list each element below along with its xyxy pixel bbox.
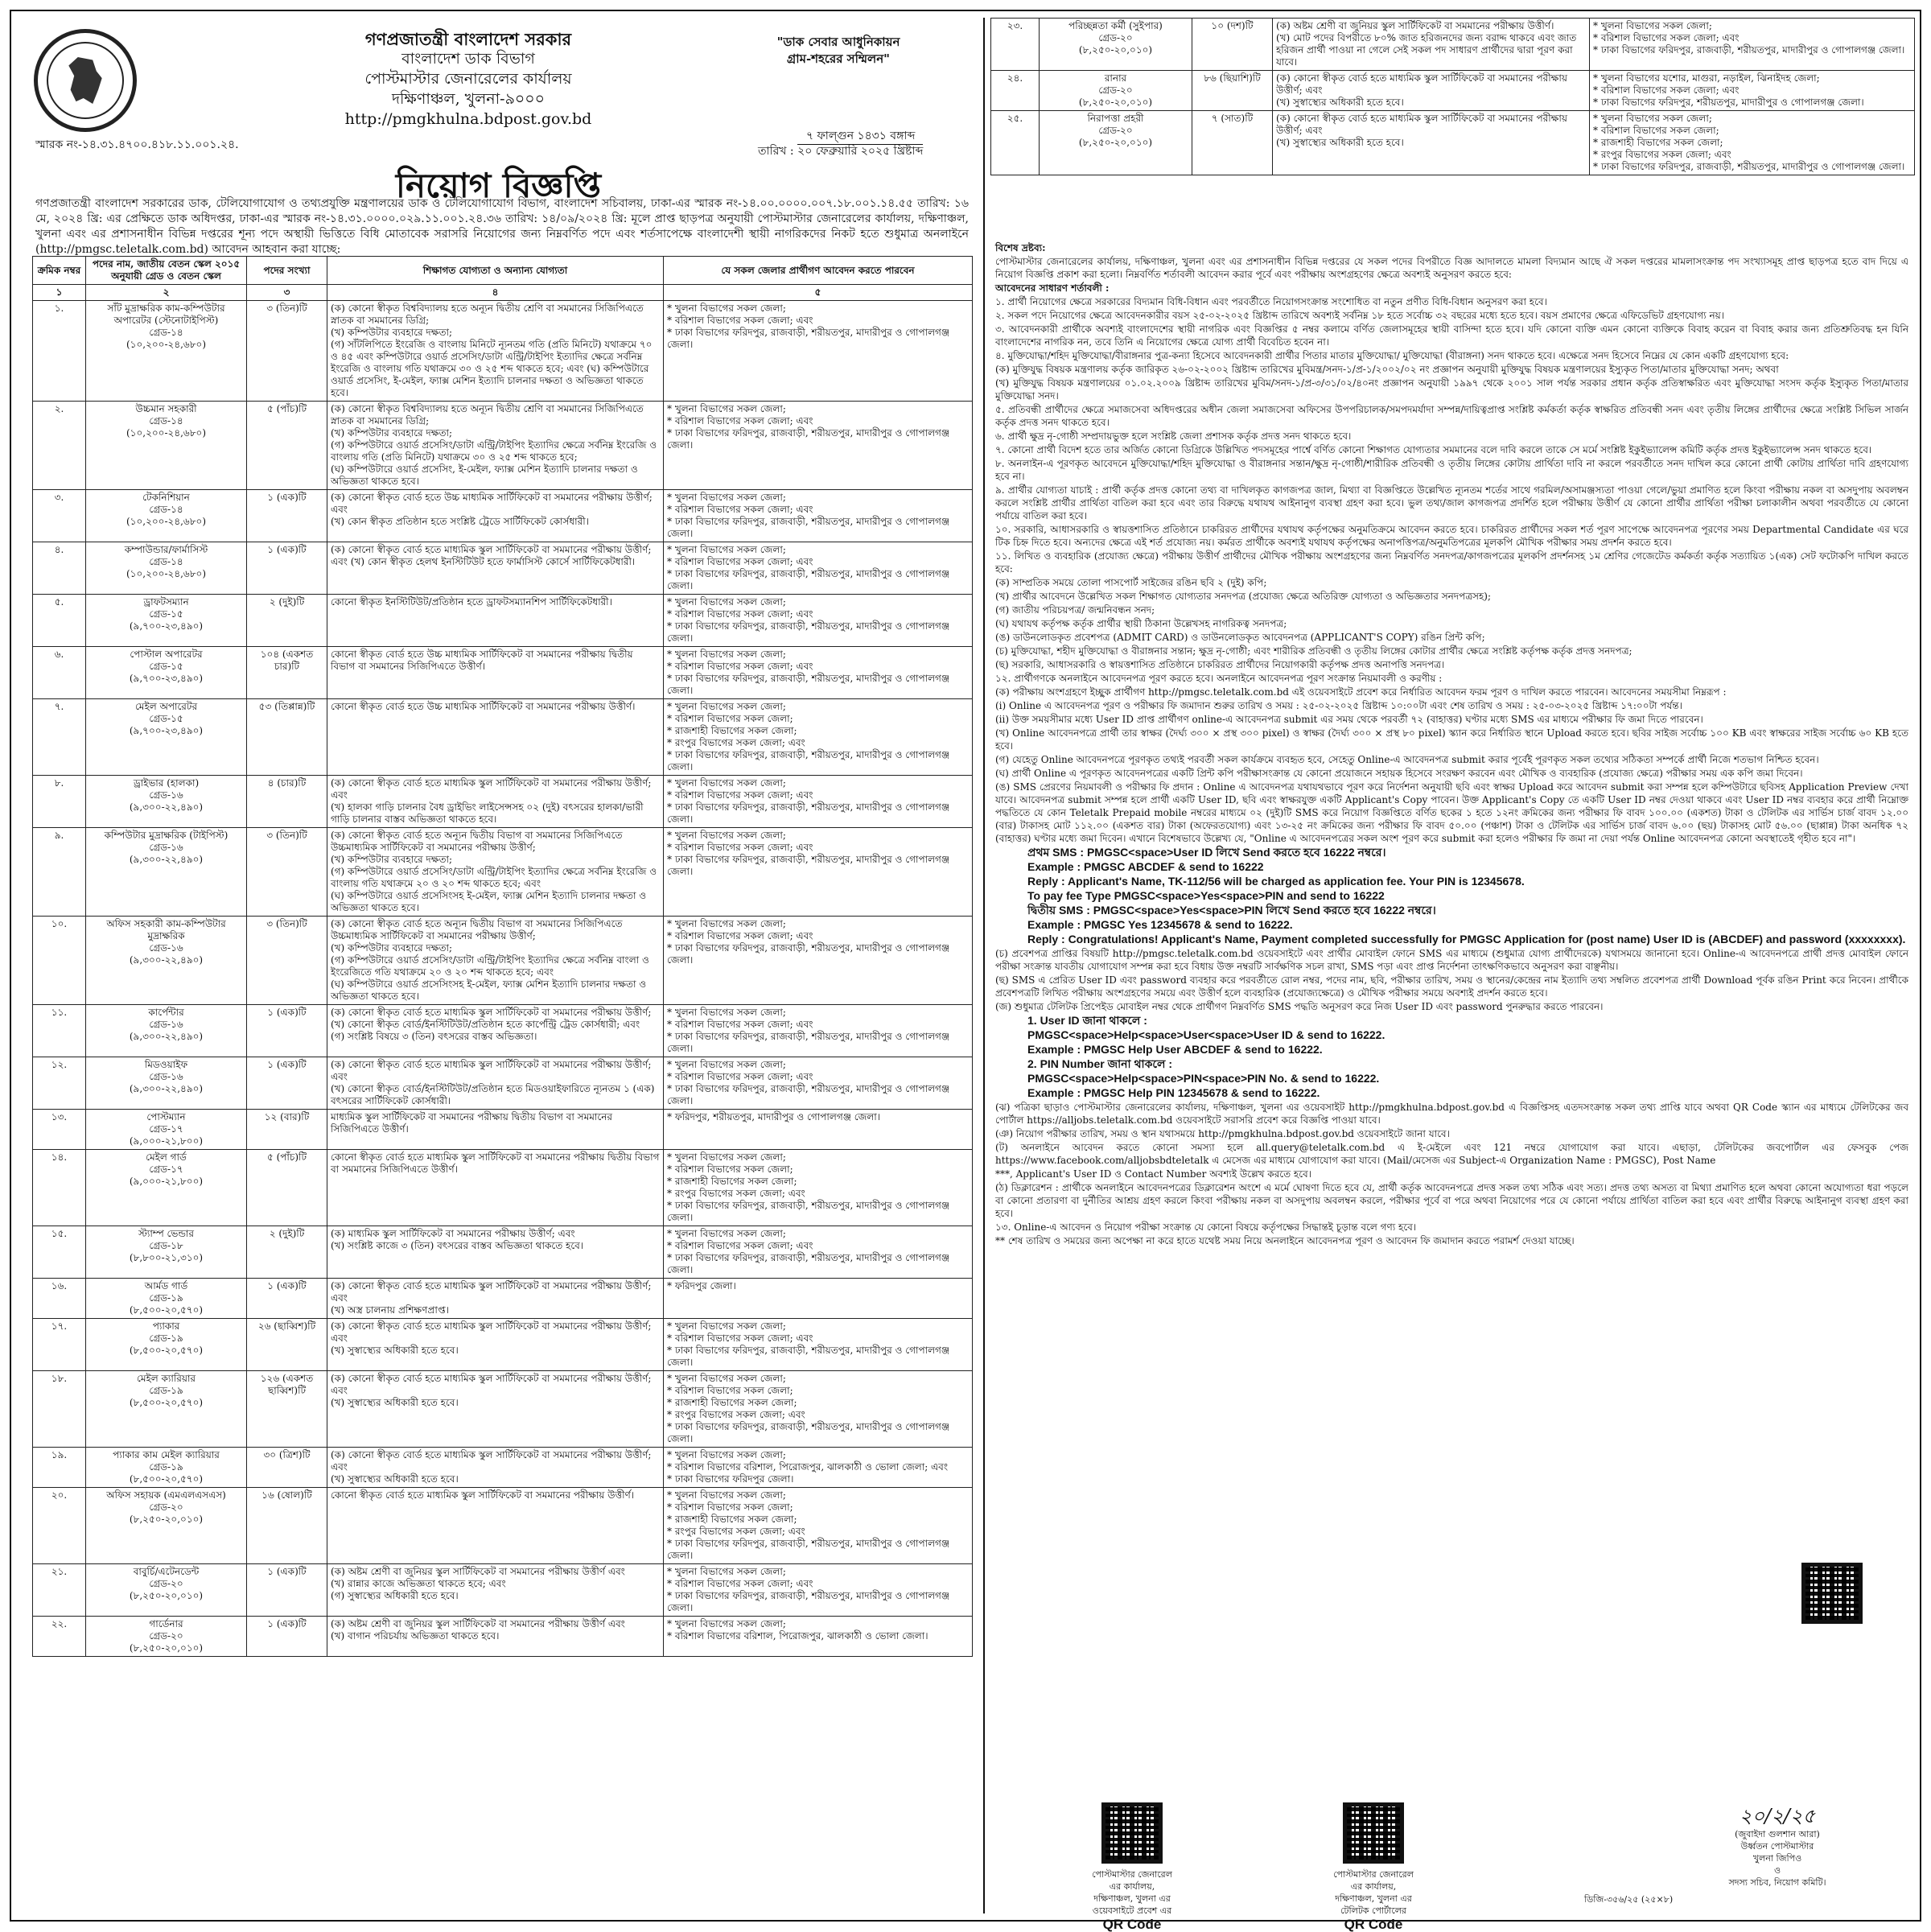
row-serial: ১৩.: [33, 1110, 86, 1150]
condition-item: (ঘ) প্রার্থী Online এ পূরণকৃত আবেদনপত্রের একটি প্রিন্ট কপি পরীক্ষাসংক্রান্ত যে কোনো প্রয়োজনে সহায়ক হিসেবে সংরক্ষণ করবেন এবং মৌখিক ও ব্যবহারিক (প্রযোজ্য ক্ষেত্রে) পরীক্ষার সময় এক কপি জমা দিবেন।: [995, 768, 1803, 779]
row-serial: ২৩.: [991, 19, 1040, 71]
row-districts: * খুলনা বিভাগের সকল জেলা; * বরিশাল বিভাগের সকল জেলা; এবং * ঢাকা বিভাগের ফরিদপুর, রাজবাড়ী, শরীয়তপুর, মাদারীপুর ও গোপালগঞ্জ জেলা।: [664, 1226, 973, 1279]
row-serial: ২৪.: [991, 71, 1040, 111]
signatory-designation: উর্ধ্বতন পোস্টমাস্টার খুলনা জিপিও ও সদস্য সচিব, নিয়োগ কমিটি।: [1728, 1841, 1826, 1888]
qr-code-side[interactable]: [1801, 1563, 1863, 1624]
table-row: [33, 828, 973, 917]
row-qualification: (ক) কোনো স্বীকৃত বোর্ড হতে মাধ্যমিক স্কুল সার্টিফিকেট বা সমমানের পরীক্ষায় উত্তীর্ণ; (খ) কোনো স্বীকৃত বোর্ড/ইনস্টিটিউট/প্রতিষ্ঠান হতে কার্পেন্ট্রি ট্রেড কোর্সধারী; এবং (গ) সংশ্লিষ্ট বিষয়ে ৩ (তিন) বৎসরের বাস্তব অভিজ্ঞতা।: [327, 1005, 664, 1057]
condition-item: (খ) Online আবেদনপত্রে প্রার্থী তার স্বাক্ষর (দৈর্ঘ্য ৩০০ × প্রস্থ ৩০০ pixel) ও স্বাক্ষর (দৈর্ঘ্য ৩০০ × প্রস্থ ৮০ pixel) স্ক্যান করে নির্ধারিত স্থানে Upload করতে হবে। ছবির সাইজ সর্বোচ্চ ১০০ KB এবং স্বাক্ষরের সাইজ সর্বোচ্চ ৬০ KB হতে হবে।: [995, 727, 1908, 752]
row-districts: * খুলনা বিভাগের সকল জেলা; * বরিশাল বিভাগের সকল জেলা; এবং * ঢাকা বিভাগের ফরিদপুর, রাজবাড়ী, শরীয়তপুর, মাদারীপুর ও গোপালগঞ্জ জেলা।: [664, 1005, 973, 1057]
row-count: ৫ (পাঁচ)টি: [247, 1150, 327, 1226]
row-qualification: (ক) অষ্টম শ্রেণী বা জুনিয়র স্কুল সার্টিফিকেট বা সমমানের পরীক্ষায় উত্তীর্ণ এবং (খ) বাগান পরিচর্যায় অভিজ্ঞতা থাকতে হবে।: [327, 1617, 664, 1657]
row-qualification: কোনো স্বীকৃত বোর্ড হতে উচ্চ মাধ্যমিক সার্টিফিকেট বা সমমানের পরীক্ষায় দ্বিতীয় বিভাগ বা সমমানের সিজিপিএতে উত্তীর্ণ।: [327, 647, 664, 699]
row-count: ১ (এক)টি: [247, 1564, 327, 1617]
office-name: পোস্টমাস্টার জেনারেলের কার্যালয়: [364, 70, 572, 88]
row-qualification: (ক) অষ্টম শ্রেণী বা জুনিয়র স্কুল সার্টিফিকেট বা সমমানের পরীক্ষায় উত্তীর্ণ। (খ) মোট পদের বিপরীতে ৮০% জাত হরিজনদের জন্য বরাদ্দ থাকবে এবং জাত হরিজন প্রার্থী পাওয়া না গেলে সেই সকল পদ সাধারণ প্রার্থীদের দ্বারা পূরণ করা যাবে।: [1273, 19, 1590, 71]
row-districts: * খুলনা বিভাগের সকল জেলা; * বরিশাল বিভাগের সকল জেলা; এবং * ঢাকা বিভাগের ফরিদপুর, রাজবাড়ী, শরীয়তপুর, মাদারীপুর ও গোপালগঞ্জ জেলা।: [664, 301, 973, 402]
qr-title: QR Code: [1344, 1917, 1403, 1932]
row-count: ১ (এক)টি: [247, 1057, 327, 1110]
condition-item: ৬. প্রার্থী ক্ষুদ্র নৃ-গোষ্ঠী সম্প্রদায়ভুক্ত হলে সংশ্লিষ্ট জেলা প্রশাসক কর্তৃক প্রদত্ত সনদ থাকতে হবে।: [995, 430, 1352, 442]
row-post: মেইল অপারেটর গ্রেড-১৫ (৯,৭০০-২৩,৪৯০): [86, 699, 247, 776]
col-count: পদের সংখ্যা: [247, 257, 327, 285]
slogan: "ডাক সেবার আধুনিকায়ন গ্রাম-শহরের সম্মিলন": [776, 35, 900, 66]
row-count: ২ (দুই)টি: [247, 1226, 327, 1279]
row-districts: * খুলনা বিভাগের যশোর, মাগুরা, নড়াইল, ঝিনাইদহ জেলা; * বরিশাল বিভাগের সকল জেলা; এবং * ঢাকা বিভাগের ফরিদপুর, শরীয়তপুর, মাদারীপুর ও গোপালগঞ্জ জেলা।: [1590, 71, 1915, 111]
row-count: ১০৪ (একশত চার)টি: [247, 647, 327, 699]
condition-item: 1. User ID জানা থাকলে :: [1027, 1014, 1147, 1027]
qr-caption-teletalk: [1309, 1868, 1438, 1930]
row-count: ৫ (পাঁচ)টি: [247, 402, 327, 490]
table-row: [33, 647, 973, 699]
letterhead: [283, 29, 653, 130]
condition-item: (ঝ) পত্রিকা ছাড়াও পোস্টমাস্টার জেনারেলের কার্যালয়, দক্ষিণাঞ্চল, খুলনা এর ওয়েবসাইট http://pmgkhulna.bdpost.gov.bd এ বিজ্ঞপ্তিসহ এতদসংক্রান্ত সকল তথ্য প্রাপ্তি যাবে অথবা QR Code স্ক্যান এর মাধ্যমে টেলিটকের জব পোর্টাল https://alljobs.teletalk.com.bd ওয়েবসাইটে সরাসরি প্রবেশ করে বিজ্ঞপ্তি পাওয়া যাবে।: [995, 1102, 1908, 1126]
table-row: [33, 1150, 973, 1226]
row-post: উচ্চমান সহকারী গ্রেড-১৪ (১০,২০০-২৪,৬৮০): [86, 402, 247, 490]
row-count: ১ (এক)টি: [247, 542, 327, 595]
row-serial: ৯.: [33, 828, 86, 917]
special-note-heading: বিশেষ দ্রষ্টব্য:: [995, 242, 1046, 253]
row-count: ২৬ (ছাব্বিশ)টি: [247, 1319, 327, 1371]
col-districts: যে সকল জেলার প্রার্থীগণ আবেদন করতে পারবেন: [664, 257, 973, 285]
date-bangla: ৭ ফাল্গুন ১৪৩১ বঙ্গাব্দ: [806, 130, 916, 142]
condition-item: Example : PMGSC ABCDEF & send to 16222: [1027, 860, 1264, 873]
colnum: ৪: [327, 285, 664, 301]
colnum: ৫: [664, 285, 973, 301]
row-count: ১ (এক)টি: [247, 1617, 327, 1657]
condition-item: To pay fee Type PMGSC<space>Yes<space>PIN and send to 16222: [1027, 889, 1385, 902]
condition-item: ৭. কোনো প্রার্থী বিদেশ হতে তার অর্জিত কোনো ডিগ্রিকে উল্লিখিত পদসমূহের পার্শ্বে বর্ণিত কোনো শিক্ষাগত যোগ্যতার সমমানের বলে দাবি করলে তাকে সে মর্মে সংশ্লিষ্ট ইকুইভ্যালেন্স কমিটি কর্তৃক প্রদত্ত ইকুইভ্যালেন্স সনদ থাকতে হবে।: [995, 444, 1872, 455]
date-english: ২০ ফেব্রুয়ারি ২০২৫ খ্রিষ্টাব্দ: [797, 145, 924, 158]
table-row: [33, 1564, 973, 1617]
row-districts: * খুলনা বিভাগের সকল জেলা; * বরিশাল বিভাগের সকল জেলা; * রাজশাহী বিভাগের সকল জেলা; * রংপুর বিভাগের সকল জেলা; এবং * ঢাকা বিভাগের ফরিদপুর, রাজবাড়ী, শরীয়তপুর, মাদারীপুর ও গোপালগঞ্জ জেলা।: [664, 1371, 973, 1448]
row-post: মেইল গার্ড গ্রেড-১৭ (৯,০০০-২১,৮০০): [86, 1150, 247, 1226]
row-count: ১ (এক)টি: [247, 1279, 327, 1319]
condition-item: ** শেষ তারিখ ও সময়ের জন্য অপেক্ষা না করে হাতে যথেষ্ট সময় নিয়ে অনলাইনে আবেদনপত্র পূরণ ও আবেদন ফি জমাদান করতে পরামর্শ দেওয়া যাচ্ছে।: [995, 1235, 1575, 1246]
condition-item: (ঘ) যথাযথ কর্তৃপক্ষ কর্তৃক প্রার্থীর স্থায়ী ঠিকানা উল্লেখসহ নাগরিকত্ব সনদপত্র;: [995, 618, 1287, 629]
row-districts: * খুলনা বিভাগের সকল জেলা; * বরিশাল বিভাগের সকল জেলা; এবং * ঢাকা বিভাগের ফরিদপুর, রাজবাড়ী, শরীয়তপুর, মাদারীপুর ও গোপালগঞ্জ জেলা।: [664, 490, 973, 542]
condition-item: (খ) মুক্তিযুদ্ধ বিষয়ক মন্ত্রণালয়ের ০১.০২.২০০৯ খ্রিষ্টাব্দ তারিখের মুবিম/সনদ-১/প্র-৩/৩১/০২/৪০নং প্রজ্ঞাপন অনুযায়ী ১৯৯৭ থেকে ২০০১ সাল পর্যন্ত সরকার প্রধান কর্তৃক প্রতিস্বাক্ষরিত এবং মুক্তিযোদ্ধা সংসদ কর্তৃক ইস্যুকৃত পিতা/মাতার মুক্তিযোদ্ধা সনদ।: [995, 377, 1908, 402]
govt-name: গণপ্রজাতন্ত্রী বাংলাদেশ সরকার: [364, 29, 572, 49]
row-qualification: (ক) কোনো স্বীকৃত বিশ্ববিদ্যালয় হতে অন্যূন দ্বিতীয় শ্রেণি বা সমমানের সিজিপিএতে স্নাতক বা সমমানের ডিগ্রি; (খ) কম্পিউটার ব্যবহারে দক্ষতা; (গ) সাঁটলিপিতে ইংরেজি ও বাংলায় মিনিটে ন্যূনতম গতি (প্রতি মিনিটে) যথাক্রমে ৭০ ও ৪৫ এবং কম্পিউটারে ওয়ার্ড প্রসেসিং/ডাটা এন্ট্রি/টাইপিং ইত্যাদির ক্ষেত্রে সর্বনিম্ন ইংরেজি ও বাংলায় গতি যথাক্রমে ৩০ ও ২৫ শব্দ থাকতে হবে; এবং (ঘ) কম্পিউটারে ওয়ার্ড প্রসেসিং, ই-মেইল, ফ্যাক্স মেশিন ইত্যাদি চালনার দক্ষতা ও অভিজ্ঞতা থাকতে হবে।: [327, 301, 664, 402]
row-districts: * খুলনা বিভাগের সকল জেলা; * বরিশাল বিভাগের সকল জেলা; * রাজশাহী বিভাগের সকল জেলা; * রংপুর বিভাগের সকল জেলা; এবং * ঢাকা বিভাগের ফরিদপুর, রাজবাড়ী, শরীয়তপুর, মাদারীপুর ও গোপালগঞ্জ জেলা।: [1590, 111, 1915, 175]
condition-item: PMGSC<space>Help<space>User<space>User ID & send to 16222.: [1027, 1028, 1385, 1041]
row-count: ১২৬ (একশত ছাব্বিশ)টি: [247, 1371, 327, 1448]
row-serial: ১৭.: [33, 1319, 86, 1371]
row-districts: * খুলনা বিভাগের সকল জেলা; * বরিশাল বিভাগের সকল জেলা; * রাজশাহী বিভাগের সকল জেলা; * রংপুর বিভাগের সকল জেলা; এবং * ঢাকা বিভাগের ফরিদপুর, রাজবাড়ী, শরীয়তপুর, মাদারীপুর ও গোপালগঞ্জ জেলা।: [664, 1488, 973, 1564]
row-serial: ২০.: [33, 1488, 86, 1564]
intro-paragraph: গণপ্রজাতন্ত্রী বাংলাদেশ সরকারের ডাক, টেলিযোগাযোগ ও তথ্যপ্রযুক্তি মন্ত্রণালয়ের ডাক ও টেলিযোগাযোগ বিভাগ, বাংলাদেশ সচিবালয়, ঢাকা-এর স্মারক নং-১৪.০০.০০০০.০০৭.১৮.০০১.১৪.৫৫ তারিখ: ১৬ মে, ২০২৪ খ্রি: এর প্রেক্ষিতে ডাক অধিদপ্তর, ঢাকা-এর স্মারক নং-১৪.৩১.০০০০.০২৯.১১.০০১.২৪.৩৬ তারিখ: ১৪/০৯/২০২৪ খ্রি: মূলে প্রাপ্ত ছাড়পত্র অনুযায়ী পোস্টমাস্টার জেনারেলের কার্যালয়, দক্ষিণাঞ্চল, খুলনা এবং এর প্রশাসনাধীন বিভিন্ন দপ্তরের শূন্য পদে অস্থায়ী ভিত্তিতে বিধি মোতাবেক সরাসরি নিয়োগের জন্য নিম্নবর্ণিত পদে এবং শর্তসাপেক্ষে বাংলাদেশী স্থায়ী নাগরিকদের নিকট হতে শুধুমাত্র অনলাইনে (http://pmgsc.teletalk.com.bd) আবেদন আহবান করা যাচ্ছে:: [35, 197, 969, 256]
row-serial: ৫.: [33, 595, 86, 647]
table-row: [33, 301, 973, 402]
row-count: ৩ (তিন)টি: [247, 917, 327, 1005]
special-note-text: পোস্টমাস্টার জেনারেলের কার্যালয়, দক্ষিণাঞ্চল, খুলনা এবং এর প্রশাসনাধীন বিভিন্ন দপ্তরের যে সকল পদের বিপরীতে বিজ্ঞ আদালতে মামলা বিদ্যমান আছে ঐ সকল দপ্তরের মামলাসংক্রান্ত পদ সংখ্যাসমূহ প্রাপ্ত ছাড়পত্র হতে বাদ দিয়ে এ নিয়োগ বিজ্ঞপ্তি প্রকাশ করা হলো। নিম্নবর্ণিত শর্তাবলী আবেদন করার পূর্বে এবং পরীক্ষায় অংশগ্রহণের ক্ষেত্রে অবশ্যই অনুসরণ করতে হবে:: [995, 256, 1908, 280]
row-qualification: কোনো স্বীকৃত ইনস্টিটিউট/প্রতিষ্ঠান হতে ড্রাফটসম্যানশিপ সার্টিফিকেটধারী।: [327, 595, 664, 647]
notice-page: [10, 10, 1921, 1932]
vacancy-table-body: [33, 301, 973, 1657]
row-post: অফিস সহায়ক (এমএলএসএস) গ্রেড-২০ (৮,২৫০-২০,০১০): [86, 1488, 247, 1564]
row-qualification: (ক) কোনো স্বীকৃত বোর্ড হতে অন্যূন দ্বিতীয় বিভাগ বা সমমানের সিজিপিএতে উচ্চমাধ্যমিক সার্টিফিকেট বা সমমানের পরীক্ষায় উত্তীর্ণ; (খ) কম্পিউটার ব্যবহারে দক্ষতা; (গ) কম্পিউটারে ওয়ার্ড প্রসেসিং/ডাটা এন্ট্রি/টাইপিং ইত্যাদির ক্ষেত্রে সর্বনিম্ন বাংলা ও ইংরেজিতে গতি যথাক্রমে ২০ ও ২০ শব্দ থাকতে হবে; এবং (ঘ) কম্পিউটারে ওয়ার্ড প্রসেসিংসহ ই-মেইল, ফ্যাক্স মেশিন ইত্যাদি চালনার দক্ষতা ও অভিজ্ঞতা থাকতে হবে।: [327, 917, 664, 1005]
condition-item: ১০. সরকারি, আধাসরকারি ও স্বায়ত্তশাসিত প্রতিষ্ঠানে চাকরিরত প্রার্থীদের যথাযথ কর্তৃপক্ষের অনুমতিক্রমে আবেদন করতে হবে। চাকরিরত প্রার্থীদের সকল শর্ত পূরণ সাপেক্ষে আবেদনপত্র পূরণের সময় Departmental Candidate এর ঘরে টিক চিহ্ন দিতে হবে। অন্যদের ক্ষেত্রে এই শর্ত প্রযোজ্য নয়। কর্মরত প্রার্থীকে অবশ্যই যথাযথ কর্তৃপক্ষের অনাপত্তিপত্র/অনুমতিপত্রের মূলকপি মৌখিক পরীক্ষার সময় প্রদর্শন করতে হবে।: [995, 524, 1908, 548]
row-serial: ৮.: [33, 776, 86, 828]
qr-caption-text: পোস্টমাস্টার জেনারেল এর কার্যালয়, দক্ষিণাঞ্চল, খুলনা এর টেলিটক পোর্টালের: [1333, 1869, 1414, 1916]
row-qualification: (ক) কোনো স্বীকৃত বোর্ড হতে মাধ্যমিক স্কুল সার্টিফিকেট বা সমমানের পরীক্ষায় উত্তীর্ণ; এবং (খ) সুস্বাস্থ্যের অধিকারী হতে হবে।: [327, 1319, 664, 1371]
row-count: ৫৩ (তিপ্পান্ন)টি: [247, 699, 327, 776]
conditions-list: [995, 295, 1908, 845]
row-qualification: (ক) কোনো স্বীকৃত বোর্ড হতে মাধ্যমিক স্কুল সার্টিফিকেট বা সমমানের পরীক্ষায় উত্তীর্ণ; এবং (খ) কোন স্বীকৃত হেলথ ইনস্টিটিউট হতে ফার্মাসিস্ট কোর্সে সার্টিফিকেটধারী।: [327, 542, 664, 595]
col-qualification: শিক্ষাগত যোগ্যতা ও অন্যান্য যোগ্যতা: [327, 257, 664, 285]
row-districts: * খুলনা বিভাগের সকল জেলা; * বরিশাল বিভাগের সকল জেলা; এবং * ঢাকা বিভাগের ফরিদপুর, রাজবাড়ী, শরীয়তপুর, মাদারীপুর ও গোপালগঞ্জ জেলা।: [664, 917, 973, 1005]
row-post: মেইল ক্যারিয়ার গ্রেড-১৯ (৮,৫০০-২০,৫৭০): [86, 1371, 247, 1448]
row-qualification: (ক) কোনো স্বীকৃত বোর্ড হতে মাধ্যমিক স্কুল সার্টিফিকেট বা সমমানের পরীক্ষায় উত্তীর্ণ; এবং (খ) সুস্বাস্থ্যের অধিকারী হতে হবে।: [1273, 71, 1590, 111]
row-serial: ৬.: [33, 647, 86, 699]
table-row: [33, 917, 973, 1005]
row-serial: ২২.: [33, 1617, 86, 1657]
row-qualification: (ক) কোনো স্বীকৃত বোর্ড হতে মাধ্যমিক স্কুল সার্টিফিকেট বা সমমানের পরীক্ষায় উত্তীর্ণ; এবং (খ) অস্ত্র চালনায় প্রশিক্ষণপ্রাপ্ত।: [327, 1279, 664, 1319]
table-row: [33, 1110, 973, 1150]
row-post: সাঁট মুদ্রাক্ষরিক কাম-কম্পিউটার অপারেটর (স্টেনোটাইপিস্ট) গ্রেড-১৪ (১০,২০০-২৪,৬৮০): [86, 301, 247, 402]
row-count: ১ (এক)টি: [247, 1005, 327, 1057]
row-qualification: (ক) কোনো স্বীকৃত বোর্ড হতে মাধ্যমিক স্কুল সার্টিফিকেট বা সমমানের পরীক্ষায় উত্তীর্ণ; এবং (খ) সুস্বাস্থ্যের অধিকারী হতে হবে।: [327, 1371, 664, 1448]
row-qualification: (ক) মাধ্যমিক স্কুল সার্টিফিকেট বা সমমানের পরীক্ষায় উত্তীর্ণ; এবং (খ) সংশ্লিষ্ট কাজে ৩ (তিন) বৎসরের বাস্তব অভিজ্ঞতা থাকতে হবে।: [327, 1226, 664, 1279]
row-count: ৭ (সাত)টি: [1192, 111, 1273, 175]
row-post: টেকনিশিয়ান গ্রেড-১৪ (১০,২০০-২৪,৬৮০): [86, 490, 247, 542]
table-row: [33, 402, 973, 490]
row-serial: ৩.: [33, 490, 86, 542]
signatory-name: (জুবাইদা গুলশান আরা): [1735, 1829, 1820, 1839]
condition-item: PMGSC<space>Help<space>PIN<space>PIN No. & send to 16222.: [1027, 1072, 1380, 1085]
row-post: কম্পিউটার মুদ্রাক্ষরিক (টাইপিস্ট) গ্রেড-১৬ (৯,৩০০-২২,৪৯০): [86, 828, 247, 917]
row-count: ১২ (বার)টি: [247, 1110, 327, 1150]
right-column: [989, 18, 1917, 1932]
memo-number: স্মারক নং-১৪.৩১.৪৭০০.৪১৮.১১.০০১.২৪.: [35, 138, 239, 151]
table-row: [33, 1488, 973, 1564]
row-districts: * খুলনা বিভাগের সকল জেলা; * বরিশাল বিভাগের বরিশাল, পিরোজপুর, ঝালকাঠী ও ভোলা জেলা।: [664, 1617, 973, 1657]
row-post: প্যাকার কাম মেইল ক্যারিয়ার গ্রেড-১৯ (৮,৫০০-২০,৫৭০): [86, 1448, 247, 1488]
table-row: [33, 1279, 973, 1319]
table-row: [33, 1371, 973, 1448]
vacancy-table: [32, 256, 973, 1657]
row-serial: ২.: [33, 402, 86, 490]
row-districts: * খুলনা বিভাগের সকল জেলা; * বরিশাল বিভাগের সকল জেলা; এবং * ঢাকা বিভাগের ফরিদপুর, রাজবাড়ী, শরীয়তপুর, মাদারীপুর ও গোপালগঞ্জ জেলা।: [664, 828, 973, 917]
row-qualification: (ক) কোনো স্বীকৃত বোর্ড হতে মাধ্যমিক স্কুল সার্টিফিকেট বা সমমানের পরীক্ষায় উত্তীর্ণ; এবং (খ) কোনো স্বীকৃত বোর্ড/ইনস্টিটিউট/প্রতিষ্ঠান হতে মিডওয়াইফারিতে ন্যূনতম ১ (এক) বৎসরের সার্টিফিকেট কোর্সধারী।: [327, 1057, 664, 1110]
row-qualification: (ক) কোনো স্বীকৃত বোর্ড হতে মাধ্যমিক স্কুল সার্টিফিকেট বা সমমানের পরীক্ষায় উত্তীর্ণ; এবং (খ) হালকা গাড়ি চালনার বৈধ ড্রাইভিং লাইসেন্সসহ ০২ (দুই) বৎসরের হালকা/ভারী গাড়ি চালনার বাস্তব অভিজ্ঞতা থাকতে হবে।: [327, 776, 664, 828]
row-qualification: (ক) কোনো স্বীকৃত বোর্ড হতে অন্যূন দ্বিতীয় বিভাগ বা সমমানের সিজিপিএতে উচ্চমাধ্যমিক সার্টিফিকেট বা সমমানের পরীক্ষায় উত্তীর্ণ; (খ) কম্পিউটার ব্যবহারে দক্ষতা; (গ) কম্পিউটারে ওয়ার্ড প্রসেসিং/ডাটা এন্ট্রি/টাইপিং ইত্যাদির ক্ষেত্রে সর্বনিম্ন ইংরেজি ও বাংলায় গতি যথাক্রমে ২০ ও ২০ শব্দ থাকতে হবে; এবং (ঘ) কম্পিউটারে ওয়ার্ড প্রসেসিংসহ ই-মেইল, ফ্যাক্স মেশিন ইত্যাদি চালনার দক্ষতা ও অভিজ্ঞতা থাকতে হবে।: [327, 828, 664, 917]
row-serial: ২৫.: [991, 111, 1040, 175]
table-row: [991, 71, 1915, 111]
row-serial: ১০.: [33, 917, 86, 1005]
row-districts: * খুলনা বিভাগের সকল জেলা; * বরিশাল বিভাগের সকল জেলা; * রাজশাহী বিভাগের সকল জেলা; * রংপুর বিভাগের সকল জেলা; এবং * ঢাকা বিভাগের ফরিদপুর, রাজবাড়ী, শরীয়তপুর, মাদারীপুর ও গোপালগঞ্জ জেলা।: [664, 1150, 973, 1226]
row-qualification: কোনো স্বীকৃত বোর্ড হতে উচ্চ মাধ্যমিক সার্টিফিকেট বা সমমানের পরীক্ষায় উত্তীর্ণ।: [327, 699, 664, 776]
row-districts: * খুলনা বিভাগের সকল জেলা; * বরিশাল বিভাগের সকল জেলা; এবং * ঢাকা বিভাগের ফরিদপুর, রাজবাড়ী, শরীয়তপুর, মাদারীপুর ও গোপালগঞ্জ জেলা।: [664, 595, 973, 647]
row-serial: ১৯.: [33, 1448, 86, 1488]
row-serial: ১১.: [33, 1005, 86, 1057]
condition-item: ১৩. Online-এ আবেদন ও নিয়োগ পরীক্ষা সংক্রান্ত যে কোনো বিষয়ে কর্তৃপক্ষের সিদ্ধান্তই চূড়ান্ত বলে গণ্য হবে।: [995, 1221, 1417, 1233]
row-districts: * ফরিদপুর, শরীয়তপুর, মাদারীপুর ও গোপালগঞ্জ জেলা।: [664, 1110, 973, 1150]
col-serial: ক্রমিক নম্বর: [33, 257, 86, 285]
condition-item: (জ) শুধুমাত্র টেলিটক প্রিপেইড মোবাইল নম্বর থেকে প্রার্থীগণ নিম্নবর্ণিত SMS পদ্ধতি অনুসরণ করে নিজ User ID এবং password পুনরুদ্ধার করতে পারবেন।: [995, 1001, 1604, 1012]
row-post: ড্রাফটসম্যান গ্রেড-১৫ (৯,৭০০-২৩,৪৯০): [86, 595, 247, 647]
condition-item: Example : PMGSC Yes 12345678 & send to 16222.: [1027, 918, 1293, 931]
bangladesh-map-icon: [67, 57, 104, 104]
row-count: ৩০ (ত্রিশ)টি: [247, 1448, 327, 1488]
row-post: গার্ডেনার গ্রেড-২০ (৮,২৫০-২০,০১০): [86, 1617, 247, 1657]
row-count: ১ (এক)টি: [247, 490, 327, 542]
table-row: [33, 1319, 973, 1371]
row-count: ৩ (তিন)টি: [247, 301, 327, 402]
condition-item: (ক) পরীক্ষায় অংশগ্রহণে ইচ্ছুক প্রার্থীগণ http://pmgsc.teletalk.com.bd এই ওয়েবসাইটে প্রবেশ করে নির্ধারিত আবেদন ফরম পূরণ ও দাখিল করতে পারবেন। আবেদনের সময়সীমা নিম্নরূপ :: [995, 686, 1727, 698]
qr-code-website[interactable]: [1101, 1802, 1163, 1864]
date-label: তারিখ :: [758, 145, 794, 158]
col-post: পদের নাম, জাতীয় বেতন স্কেল ২০১৫ অনুযায়ী গ্রেড ও বেতন স্কেল: [86, 257, 247, 285]
row-serial: ৪.: [33, 542, 86, 595]
row-serial: ৭.: [33, 699, 86, 776]
row-post: স্ট্যাম্প ভেন্ডার গ্রেড-১৮ (৮,৮০০-২১,৩১০): [86, 1226, 247, 1279]
table-row: [33, 1005, 973, 1057]
row-count: ৩ (তিন)টি: [247, 828, 327, 917]
condition-item: ১১. লিখিত ও ব্যবহারিক (প্রযোজ্য ক্ষেত্রে) পরীক্ষায় উত্তীর্ণ প্রার্থীদের মৌখিক পরীক্ষায় অংশগ্রহণের জন্য নিম্নবর্ণিত সনদপত্র/কাগজপত্রের মূলকপি প্রদর্শনসহ ১ম শ্রেণির গেজেটেড কর্মকর্তা কর্তৃক সত্যায়িত ১(এক) সেট ফটোকপি দাখিল করতে হবে:: [995, 550, 1908, 575]
row-post: কার্পেন্টার গ্রেড-১৬ (৯,৩০০-২২,৪৯০): [86, 1005, 247, 1057]
row-qualification: (ক) কোনো স্বীকৃত বোর্ড হতে মাধ্যমিক স্কুল সার্টিফিকেট বা সমমানের পরীক্ষায় উত্তীর্ণ; এবং (খ) সুস্বাস্থ্যের অধিকারী হতে হবে।: [1273, 111, 1590, 175]
condition-item: (চ) মুক্তিযোদ্ধা, শহীদ মুক্তিযোদ্ধা ও বীরাঙ্গনার সন্তান; ক্ষুদ্র নৃ-গোষ্ঠী; এবং শারীরিক প্রতিবন্ধী ও তৃতীয় লিঙ্গের কোটার প্রার্থীর ক্ষেত্রে সংশ্লিষ্ট কর্তৃপক্ষ কর্তৃক প্রদত্ত সনদপত্র;: [995, 645, 1632, 657]
condition-item: (ঙ) ডাউনলোডকৃত প্রবেশপত্র (ADMIT CARD) ও ডাউনলোডকৃত আবেদনপত্র (APPLICANT'S COPY) রঙিন প্রিন্ট কপি;: [995, 632, 1485, 643]
row-qualification: কোনো স্বীকৃত বোর্ড হতে মাধ্যমিক স্কুল সার্টিফিকেট বা সমমানের পরীক্ষায় দ্বিতীয় বিভাগ বা সমমানের সিজিপিএতে উত্তীর্ণ।: [327, 1150, 664, 1226]
qr-caption-text: পোস্টমাস্টার জেনারেল এর কার্যালয়, দক্ষিণাঞ্চল, খুলনা এর ওয়েবসাইটে প্রবেশ এর: [1092, 1869, 1172, 1916]
condition-item: 2. PIN Number জানা থাকলে :: [1027, 1057, 1172, 1070]
row-post: অফিস সহকারী কাম-কম্পিউটার মুদ্রাক্ষরিক গ্রেড-১৬ (৯,৩০০-২২,৪৯০): [86, 917, 247, 1005]
row-qualification: কোনো স্বীকৃত বোর্ড হতে মাধ্যমিক স্কুল সার্টিফিকেট বা সমমানের পরীক্ষায় উত্তীর্ণ।: [327, 1488, 664, 1564]
table-row: [991, 111, 1915, 175]
row-count: ১০ (দশ)টি: [1192, 19, 1273, 71]
row-districts: * খুলনা বিভাগের সকল জেলা; * বরিশাল বিভাগের সকল জেলা; এবং * ঢাকা বিভাগের ফরিদপুর, রাজবাড়ী, শরীয়তপুর, মাদারীপুর ও গোপালগঞ্জ জেলা।: [664, 1319, 973, 1371]
condition-item: (ঞ) নিয়োগ পরীক্ষার তারিখ, সময় ও স্থান যথাসময়ে http://pmgkhulna.bdpost.gov.bd ওয়েবসাইটে জানা যাবে।: [995, 1128, 1450, 1139]
row-serial: ১৬.: [33, 1279, 86, 1319]
condition-item: Reply : Applicant's Name, TK-112/56 will be charged as application fee. Your PIN is 12345678.: [1027, 875, 1525, 888]
notice-date: [758, 129, 923, 159]
row-post: পরিচ্ছন্নতা কর্মী (সুইপার) গ্রেড-২০ (৮,২৫০-২০,০১০): [1040, 19, 1192, 71]
condition-item: (ছ) SMS এ প্রেরিত User ID এবং password ব্যবহার করে পরবর্তীতে রোল নম্বর, পদের নাম, ছবি, পরীক্ষার তারিখ, সময় ও স্থানের/কেন্দ্রের নাম ইত্যাদি তথ্য সম্বলিত প্রবেশপত্র প্রার্থী Download পূর্বক রঙিন Print করে নিবেন। প্রার্থীকে প্রবেশপত্রটি লিখিত পরীক্ষায় অংশগ্রহণের সময়ে এবং উত্তীর্ণ হলে ব্যবহারিক (প্রযোজ্যক্ষেত্রে) ও মৌখিক পরীক্ষার সময়ে অবশ্যই প্রদর্শন করতে হবে।: [995, 974, 1908, 999]
vacancy-table-continued-body: [991, 19, 1915, 175]
condition-item: Example : PMGSC Help PIN 12345678 & send to 16222.: [1027, 1086, 1320, 1099]
row-post: আর্মড গার্ড গ্রেড-১৯ (৮,৫০০-২০,৫৭০): [86, 1279, 247, 1319]
row-qualification: (ক) অষ্টম শ্রেণী বা জুনিয়র স্কুল সার্টিফিকেট বা সমমানের পরীক্ষায় উত্তীর্ণ এবং (খ) রান্নার কাজে অভিজ্ঞতা থাকতে হবে; এবং (গ) সুস্বাস্থ্যের অধিকারী হতে হবে।: [327, 1564, 664, 1617]
table-row: [33, 1448, 973, 1488]
condition-item: (খ) প্রার্থীর আবেদনে উল্লেখিত সকল শিক্ষাগত যোগ্যতার সনদপত্র (প্রযোজ্য ক্ষেত্রে অতিরিক্ত যোগ্যতা ও অভিজ্ঞতার সনদপত্রসহ);: [995, 591, 1492, 602]
row-post: নিরাপত্তা প্রহরী গ্রেড-২০ (৮,২৫০-২০,০১০): [1040, 111, 1192, 175]
notice-title: নিয়োগ বিজ্ঞপ্তি: [395, 166, 602, 205]
condition-item: দ্বিতীয় SMS : PMGSC<space>Yes<space>PIN লিখে Send করতে হবে 16222 নম্বরে।: [1027, 904, 1436, 917]
table-row: [33, 595, 973, 647]
condition-item: ৯. প্রার্থীর যোগ্যতা যাচাই : প্রার্থী কর্তৃক প্রদত্ত কোনো তথ্য বা দাখিলকৃত কাগজপত্র জাল, মিথ্যা বা বিজ্ঞপ্তিতে উল্লেখিত ন্যূনতম শর্তের সাথে গরমিল/অসামঞ্জস্যতা পাওয়া গেলে/ভুয়া প্রমাণিত হলে কিংবা পরীক্ষায় নকল বা অসদুপায় অবলম্বন করলে সংশ্লিষ্ট প্রার্থীর প্রার্থিতা বাতিল করা হবে এবং তার বিরুদ্ধে যথাযথ আইনানুগ ব্যবস্থা গ্রহণ করা হবে। ভুল তথ্য/জাল কাগজপত্র প্রদর্শিত হলে পরীক্ষায় উত্তীর্ণ যে কোনো প্রার্থীর প্রার্থিতা পরীক্ষা চলাকালীন অথবা পরবর্তীতে যে কোনো পর্যায়ে বাতিল করা হবে।: [995, 484, 1908, 521]
row-post: ড্রাইভার (হালকা) গ্রেড-১৬ (৯,৩০০-২২,৪৯০): [86, 776, 247, 828]
row-post: বাবুর্চি/এটেনডেন্ট গ্রেড-২০ (৮,২৫০-২০,০১০): [86, 1564, 247, 1617]
row-post: কম্পাউন্ডার/ফার্মাসিস্ট গ্রেড-১৪ (১০,২০০-২৪,৬৮০): [86, 542, 247, 595]
row-serial: ১.: [33, 301, 86, 402]
government-seal: [34, 29, 137, 132]
condition-item: ***, Applicant's User ID ও Contact Number অবশ্যই উল্লেখ করতে হবে।: [995, 1168, 1312, 1180]
recovery-instructions: [995, 1014, 1908, 1100]
condition-item: (ঠ) ডিক্লারেশন : প্রার্থীকে অনলাইনে আবেদনপত্রের ডিক্লারেশন অংশে এ মর্মে ঘোষণা দিতে হবে যে, প্রার্থী কর্তৃক আবেদনপত্রে প্রদত্ত সকল তথ্য সঠিক এবং সত্য। প্রদত্ত তথ্য অসত্য বা মিথ্যা প্রমাণিত হলে অথবা কোনো অযোগ্যতা ধরা পড়লে বা কোনো প্রতারণা বা দুর্নীতির আশ্রয় গ্রহণ করলে কিংবা পরীক্ষায় নকল বা অসদুপায় অবলম্বন করলে, পরীক্ষার পূর্বে বা পরে অথবা নিয়োগের পরে যে কোনো পর্যায়ে প্রার্থিতা বাতিল করা হবে এবং প্রার্থীর বিরুদ্ধে আইনানুগ ব্যবস্থা গ্রহণ করা হবে।: [995, 1182, 1908, 1219]
row-districts: * ফরিদপুর জেলা।: [664, 1279, 973, 1319]
condition-item: ১২. প্রার্থীগণকে অনলাইনে আবেদনপত্র পূরণ করতে হবে। অনলাইনে আবেদনপত্র পূরণ সংক্রান্ত নিয়মাবলী ও করণীয় :: [995, 673, 1443, 684]
condition-item: ১. প্রার্থী নিয়োগের ক্ষেত্রে সরকারের বিদ্যমান বিধি-বিধান এবং পরবর্তীতে নিয়োগসংক্রান্ত সংশোধিত বা নতুন প্রণীত বিধি-বিধান অনুসরণ করা হবে।: [995, 296, 1547, 307]
table-row: [33, 1226, 973, 1279]
row-post: পোস্টম্যান গ্রেড-১৭ (৯,০০০-২১,৮০০): [86, 1110, 247, 1150]
condition-item: ৩. আবেদনকারী প্রার্থীকে অবশ্যই বাংলাদেশের স্থায়ী নাগরিক এবং বিজ্ঞপ্তির ৫ নম্বর কলামে বর্ণিত জেলাসমূহের স্থায়ী বাসিন্দা হতে হবে। যদি কোনো ব্যক্তি এমন কোনো ব্যক্তিকে বিবাহ করেন বা বিবাহ করার জন্য প্রতিশ্রুতিবদ্ধ হন যিনি বাংলাদেশের নাগরিক নন, তবে তিনি এ নিয়োগের ক্ষেত্রে যোগ্য প্রার্থী বিবেচিত হবেন না।: [995, 323, 1908, 348]
row-count: ১৬ (ষোল)টি: [247, 1488, 327, 1564]
condition-item: (চ) প্রবেশপত্র প্রাপ্তির বিষয়টি http://pmgsc.teletalk.com.bd ওয়েবসাইটে এবং প্রার্থীর মোবাইল ফোনে SMS এর মাধ্যমে (শুধুমাত্র যোগ্য প্রার্থীদেরকে) যথাসময়ে জানানো হবে। Online-এ আবেদনপত্রে প্রার্থী প্রদত্ত মোবাইল ফোনে পরীক্ষা সংক্রান্ত যাবতীয় যোগাযোগ সম্পন্ন করা হবে বিধায় উক্ত নম্বরটি সার্বক্ষণিক সচল রাখা, SMS পড়া এবং প্রাপ্ত নির্দেশনা তাৎক্ষণিকভাবে অনুসরণ করা বাঞ্ছনীয়।: [995, 948, 1908, 972]
conditions-section: [995, 241, 1908, 1248]
table-row: [33, 490, 973, 542]
row-serial: ১৫.: [33, 1226, 86, 1279]
row-districts: * খুলনা বিভাগের সকল জেলা; * বরিশাল বিভাগের বরিশাল, পিরোজপুর, ঝালকাঠী ও ভোলা জেলা; এবং * ঢাকা বিভাগের ফরিদপুর জেলা।: [664, 1448, 973, 1488]
condition-item: (গ) যেহেতু Online আবেদনপত্রে পূরণকৃত তথ্যই পরবর্তী সকল কার্যক্রমে ব্যবহৃত হবে, সেহেতু Online-এ আবেদনপত্র submit করার পূর্বেই পূরণকৃত সকল তথ্যের সঠিকতা সম্পর্কে প্রার্থী নিজে শতভাগ নিশ্চিত হবেন।: [995, 754, 1819, 765]
row-districts: * খুলনা বিভাগের সকল জেলা; * বরিশাল বিভাগের সকল জেলা; এবং * ঢাকা বিভাগের ফরিদপুর, রাজবাড়ী, শরীয়তপুর, মাদারীপুর ও গোপালগঞ্জ জেলা।: [664, 542, 973, 595]
row-serial: ১২.: [33, 1057, 86, 1110]
row-qualification: (ক) কোনো স্বীকৃত বিশ্ববিদ্যালয় হতে অন্যূন দ্বিতীয় শ্রেণি বা সমমানের সিজিপিএতে স্নাতক বা সমমানের ডিগ্রি; (খ) কম্পিউটার ব্যবহারে দক্ষতা; (গ) কম্পিউটারে ওয়ার্ড প্রসেসিং/ডাটা এন্ট্রি/টাইপিং ইত্যাদির ক্ষেত্রে সর্বনিম্ন ইংরেজি ও বাংলায় গতি (প্রতি মিনিটে) যথাক্রমে ৩০ ও ২৫ শব্দ থাকতে হবে; (ঘ) কম্পিউটারে ওয়ার্ড প্রসেসিং, ই-মেইল, ফ্যাক্স মেশিন ইত্যাদি চালনার দক্ষতা ও অভিজ্ঞতা থাকতে হবে।: [327, 402, 664, 490]
condition-item: Reply : Congratulations! Applicant's Name, Payment completed successfully for PMGSC Application for (post name) User ID is (ABCDEF) and password (xxxxxxxx).: [1027, 933, 1906, 945]
condition-item: (ঙ) SMS প্রেরণের নিয়মাবলী ও পরীক্ষার ফি প্রদান : Online এ আবেদনপত্র যথাযথভাবে পূরণ করে নির্দেশনা অনুযায়ী ছবি এবং স্বাক্ষর Upload করে আবেদন submit করা সম্পন্ন হলে কম্পিউটারে ছবিসহ Application Preview দেখা যাবে। আবেদনপত্র submit সম্পন্ন হলে প্রার্থী একটি User ID, ছবি এবং স্বাক্ষরযুক্ত একটি Applicant's Copy পাবেন। উক্ত Applicant's Copy তে একটি User ID নম্বর দেওয়া থাকবে এবং User ID নম্বর ব্যবহার করে প্রার্থী নিম্নোক্ত পদ্ধতিতে যে কোন Teletalk Prepaid mobile নম্বরের মাধ্যমে ০২ (দুই)টি SMS করে নিয়োগ বিজ্ঞপ্তিতে বর্ণিত ছকের ১ হতে ১২নং ক্রমিকের জন্য পরীক্ষার ফি বাবদ ১০০.০০ (একশত) টাকা ও টেলিটক এর সার্ভিস চার্জ বাবদ ১২.০০ (বার) টাকাসহ মোট ১১২.০০ (একশত বার) টাকা (অফেরতযোগ্য) এবং ১৩-২৫ নং ক্রমিকের জন্য পরীক্ষার ফি বাবদ ৫০.০০ (পঞ্চাশ) টাকা ও টেলিটক এর সার্ভিস চার্জ বাবদ ৬.০০ (ছয়) টাকাসহ মোট ৫৬.০০ (ছাপ্পান্ন) টাকা অনধিক ৭২ (বাহাত্তর) ঘণ্টার মধ্যে জমা দিবেন। এখানে বিশেষভাবে উল্লেখ্য যে, "Online এ আবেদনপত্রের সকল অংশ পূরণ করে submit করা হলেও পরীক্ষার ফি জমা না দেয়া পর্যন্ত Online আবেদনপত্র কোনো অবস্থাতেই গৃহীত হবে না"।: [995, 781, 1908, 844]
condition-item: (i) Online এ আবেদনপত্র পূরণ ও পরীক্ষার ফি জমাদান শুরুর তারিখ ও সময় : ২৫-০২-২০২৫ খ্রিষ্টাব্দ ১০:০০টা এবং শেষ তারিখ ও সময় : ২৫-০৩-২০২৫ খ্রিষ্টাব্দ ১৭:০০টা পর্যন্ত।: [995, 700, 1682, 711]
sms-instructions: [995, 846, 1908, 946]
condition-item: (গ) জাতীয় পরিচয়পত্র/ জন্মনিবন্ধন সনদ;: [995, 604, 1155, 616]
row-post: মিডওয়াইফ গ্রেড-১৬ (৯,৩০০-২২,৪৯০): [86, 1057, 247, 1110]
vacancy-table-continued: [990, 18, 1915, 175]
row-districts: * খুলনা বিভাগের সকল জেলা; * বরিশাল বিভাগের সকল জেলা; * রাজশাহী বিভাগের সকল জেলা; * রংপুর বিভাগের সকল জেলা; এবং * ঢাকা বিভাগের ফরিদপুর, রাজবাড়ী, শরীয়তপুর, মাদারীপুর ও গোপালগঞ্জ জেলা।: [664, 699, 973, 776]
table-row: [33, 776, 973, 828]
condition-item: Example : PMGSC Help User ABCDEF & send to 16222.: [1027, 1043, 1323, 1056]
condition-item: ৮. অনলাইন-এ পূরণকৃত আবেদনে মুক্তিযোদ্ধা/শহিদ মুক্তিযোদ্ধা ও বীরাঙ্গনার সন্তান/ক্ষুদ্র নৃ-গোষ্ঠী/শারীরিক প্রতিবন্ধী ও তৃতীয় লিঙ্গের কোটায় প্রার্থিতা দাবি না করলে পরবর্তীতে সনদ দাখিল করে কোনো প্রার্থী কোটায় প্রার্থিতা দাবি গ্রহণযোগ্য হবে না।: [995, 458, 1908, 482]
row-districts: * খুলনা বিভাগের সকল জেলা; * বরিশাল বিভাগের সকল জেলা; এবং * ঢাকা বিভাগের ফরিদপুর, রাজবাড়ী, শরীয়তপুর, মাদারীপুর ও গোপালগঞ্জ জেলা।: [664, 402, 973, 490]
condition-item: (ক) সাম্প্রতিক সময়ে তোলা পাসপোর্ট সাইজের রঙিন ছবি ২ (দুই) কপি;: [995, 577, 1267, 588]
table-header-row: [33, 257, 973, 285]
table-row: [991, 19, 1915, 71]
colnum: ১: [33, 285, 86, 301]
condition-item: ৫. প্রতিবন্ধী প্রার্থীদের ক্ষেত্রে সমাজসেবা অধিদপ্তরের অধীন জেলা সমাজসেবা অফিসের উপপরিচালক/সমপদমর্যাদা সম্পন্ন/দায়িত্বপ্রাপ্ত সংশ্লিষ্ট কর্মকর্তা কর্তৃক স্বাক্ষরিত প্রতিবন্ধী সনদ এবং তৃতীয় লিঙ্গের প্রার্থীদের ক্ষেত্রে সংশ্লিষ্ট সিভিল সার্জন কর্তৃক প্রদত্ত সনদ থাকতে হবে।: [995, 404, 1908, 428]
ad-reference: ডিজি-৩৫৬/২৫ (২৫×৮): [1584, 1894, 1674, 1905]
condition-item: (ট) অনলাইনে আবেদন করতে কোনো সমস্যা হলে all.query@teletalk.com.bd এ ই-মেইলে এবং 121 নম্বরে যোগাযোগ করা যাবে। এছাড়া, টেলিটকের জবপোর্টাল এর ফেসবুক পেজ https://www.facebook.com/alljobsbdteletalk এ মেসেজ এর মাধ্যমে যোগাযোগ করা যাবে। (Mail/মেসেজ এর Subject-এ Organization Name : PMGSC), Post Name: [995, 1142, 1908, 1166]
row-districts: * খুলনা বিভাগের সকল জেলা; * বরিশাল বিভাগের সকল জেলা; এবং * ঢাকা বিভাগের ফরিদপুর, রাজবাড়ী, শরীয়তপুর, মাদারীপুর ও গোপালগঞ্জ জেলা।: [664, 1564, 973, 1617]
row-qualification: মাধ্যমিক স্কুল সার্টিফিকেট বা সমমানের পরীক্ষায় দ্বিতীয় বিভাগ বা সমমানের সিজিপিএতে উত্তীর্ণ।: [327, 1110, 664, 1150]
conditions-list-3: [995, 1101, 1908, 1247]
qr-title: QR Code: [1102, 1917, 1162, 1932]
row-qualification: (ক) কোনো স্বীকৃত বোর্ড হতে উচ্চ মাধ্যমিক সার্টিফিকেট বা সমমানের পরীক্ষায় উত্তীর্ণ; এবং (খ) কোন স্বীকৃত প্রতিষ্ঠান হতে সংশ্লিষ্ট ট্রেডে সার্টিফিকেট কোর্সধারী।: [327, 490, 664, 542]
table-colnum-row: [33, 285, 973, 301]
table-row: [33, 542, 973, 595]
column-divider: [983, 18, 985, 1913]
row-post: প্যাকার গ্রেড-১৯ (৮,৫০০-২০,৫৭০): [86, 1319, 247, 1371]
row-qualification: (ক) কোনো স্বীকৃত বোর্ড হতে মাধ্যমিক স্কুল সার্টিফিকেট বা সমমানের পরীক্ষায় উত্তীর্ণ; এবং (খ) সুস্বাস্থ্যের অধিকারী হতে হবে।: [327, 1448, 664, 1488]
condition-item: (ii) উক্ত সময়সীমার মধ্যে User ID প্রাপ্ত প্রার্থীগণ online-এ আবেদনপত্র submit এর সময় থেকে পরবর্তী ৭২ (বাহাত্তর) ঘণ্টার মধ্যে SMS এর মাধ্যমে পরীক্ষার ফি জমা দিতে পারবেন।: [995, 714, 1703, 725]
row-districts: * খুলনা বিভাগের সকল জেলা; * বরিশাল বিভাগের সকল জেলা; এবং * ঢাকা বিভাগের ফরিদপুর, রাজবাড়ী, শরীয়তপুর, মাদারীপুর ও গোপালগঞ্জ জেলা।: [1590, 19, 1915, 71]
office-website[interactable]: http://pmgkhulna.bdpost.gov.bd: [344, 110, 592, 128]
colnum: ২: [86, 285, 247, 301]
left-column: [18, 18, 979, 1913]
row-post: পোস্টাল অপারেটর গ্রেড-১৫ (৯,৭০০-২৩,৪৯০): [86, 647, 247, 699]
office-location: দক্ষিণাঞ্চল, খুলনা-৯০০০: [392, 90, 545, 108]
row-count: ৮৬ (ছিয়াশি)টি: [1192, 71, 1273, 111]
qr-caption-website: [1068, 1868, 1196, 1930]
row-districts: * খুলনা বিভাগের সকল জেলা; * বরিশাল বিভাগের সকল জেলা; এবং * ঢাকা বিভাগের ফরিদপুর, রাজবাড়ী, শরীয়তপুর, মাদারীপুর ও গোপালগঞ্জ জেলা।: [664, 647, 973, 699]
row-count: ৪ (চার)টি: [247, 776, 327, 828]
table-row: [33, 1617, 973, 1657]
condition-item: প্রথম SMS : PMGSC<space>User ID লিখে Send করতে হবে 16222 নম্বরে।: [1027, 846, 1386, 859]
colnum: ৩: [247, 285, 327, 301]
general-conditions-heading: আবেদনের সাধারণ শর্তাবলী :: [995, 282, 1110, 294]
row-serial: ১৮.: [33, 1371, 86, 1448]
condition-item: (ছ) সরকারি, আধাসরকারি ও স্বায়ত্তশাসিত প্রতিষ্ঠানে চাকরিরত প্রার্থীদের নিয়োগকারী কর্তৃপক্ষ প্রদত্ত অনাপত্তি সনদপত্র।: [995, 659, 1445, 670]
table-row: [33, 699, 973, 776]
condition-item: ২. সকল পদে নিয়োগের ক্ষেত্রে আবেদনকারীর বয়স ২৫-০২-২০২৫ খ্রিষ্টাব্দ তারিখে অবশ্যই সর্বনিম্ন ১৮ হতে সর্বোচ্চ ৩২ বছরের মধ্যে হতে হবে। বয়স প্রমাণের ক্ষেত্রে এফিডেভিট গ্রহণযোগ্য নয়।: [995, 310, 1724, 321]
row-districts: * খুলনা বিভাগের সকল জেলা; * বরিশাল বিভাগের সকল জেলা; এবং * ঢাকা বিভাগের ফরিদপুর, রাজবাড়ী, শরীয়তপুর, মাদারীপুর ও গোপালগঞ্জ জেলা।: [664, 776, 973, 828]
dept-name: বাংলাদেশ ডাক বিভাগ: [401, 50, 535, 68]
signature-block: [1697, 1804, 1858, 1889]
table-row: [33, 1057, 973, 1110]
condition-item: (ক) মুক্তিযুদ্ধ বিষয়ক মন্ত্রণালয় কর্তৃক জারিকৃত ২৬-০২-২০০২ খ্রিষ্টাব্দ তারিখের মুবিমন্ত্র/সনদ-১/প্র-১/২০০২/০২ নং প্রজ্ঞাপন অনুযায়ী মুক্তিযুদ্ধ বিষয়ক মন্ত্রণালয়ের ইস্যুকৃত পিতা/মাতার মুক্তিযোদ্ধা সনদ; অথবা: [995, 364, 1779, 375]
row-serial: ২১.: [33, 1564, 86, 1617]
row-districts: * খুলনা বিভাগের সকল জেলা; * বরিশাল বিভাগের সকল জেলা; এবং * ঢাকা বিভাগের ফরিদপুর, রাজবাড়ী, শরীয়তপুর, মাদারীপুর ও গোপালগঞ্জ জেলা।: [664, 1057, 973, 1110]
row-serial: ১৪.: [33, 1150, 86, 1226]
condition-item: ৪. মুক্তিযোদ্ধা/শহিদ মুক্তিযোদ্ধা/বীরাঙ্গনার পুত্র-কন্যা হিসেবে আবেদনকারী প্রার্থীর পিতার মাতার মুক্তিযোদ্ধা/ মুক্তিযোদ্ধা (বীরাঙ্গনা) সনদ থাকতে হবে। এক্ষেত্রে সনদ হিসেবে নিম্নের যে কোন একটি গ্রহণযোগ্য হবে:: [995, 350, 1789, 361]
conditions-list-2: [995, 947, 1908, 1013]
qr-code-teletalk[interactable]: [1343, 1802, 1404, 1864]
row-post: রানার গ্রেড-২০ (৮,২৫০-২০,০১০): [1040, 71, 1192, 111]
signature-scrawl: ২০/২/২৫: [1739, 1805, 1816, 1827]
row-count: ২ (দুই)টি: [247, 595, 327, 647]
